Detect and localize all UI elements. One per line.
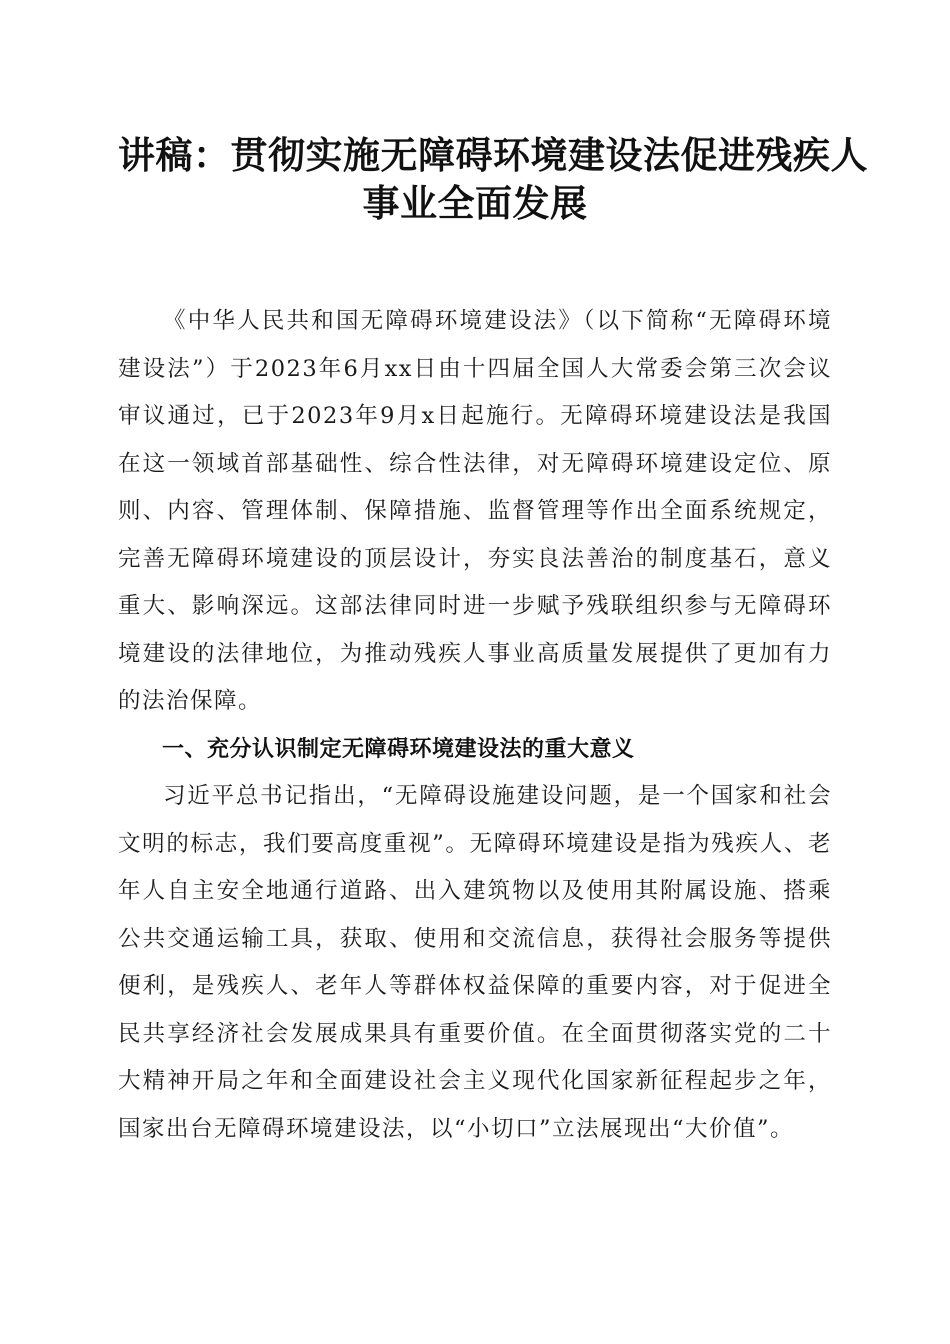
document-title [118, 132, 868, 228]
title-line-1: 讲稿：贯彻实施无障碍环境建设法促进残疾人 [118, 134, 868, 177]
title-line-2: 事业全面发展 [362, 182, 588, 225]
document-body [118, 298, 832, 1153]
paragraph-significance: 习近平总书记指出，“无障碍设施建设问题，是一个国家和社会文明的标志，我们要高度重视”。无障碍环境建设是指为残疾人、老年人自主安全地通行道路、出入建筑物以及使用其附属设施、搭乘公共交通运输工具，获取、使用和交流信息，获得社会服务等提供便利，是残疾人、老年人等群体权益保障的重要内容，对于促进全民共享经济社会发展成果具有重要价值。在全面贯彻落实党的二十大精神开局之年和全面建设社会主义现代化国家新征程起步之年，国家出台无障碍环境建设法，以“小切口”立法展现出“大价值”。 [118, 783, 832, 1142]
section-heading-1: 一、充分认识制定无障碍环境建设法的重大意义 [162, 736, 635, 762]
paragraph-intro: 《中华人民共和国无障碍环境建设法》（以下简称“无障碍环境建设法”）于2023年6月xx日由十四届全国人大常委会第三次会议审议通过，已于2023年9月x日起施行。无障碍环境建设法是我国在这一领域首部基础性、综合性法律，对无障碍环境建设定位、原则、内容、管理体制、保障措施、监督管理等作出全面系统规定，完善无障碍环境建设的顶层设计，夯实良法善治的制度基石，意义重大、影响深远。这部法律同时进一步赋予残联组织参与无障碍环境建设的法律地位，为推动残疾人事业高质量发展提供了更加有力的法治保障。 [118, 308, 832, 714]
